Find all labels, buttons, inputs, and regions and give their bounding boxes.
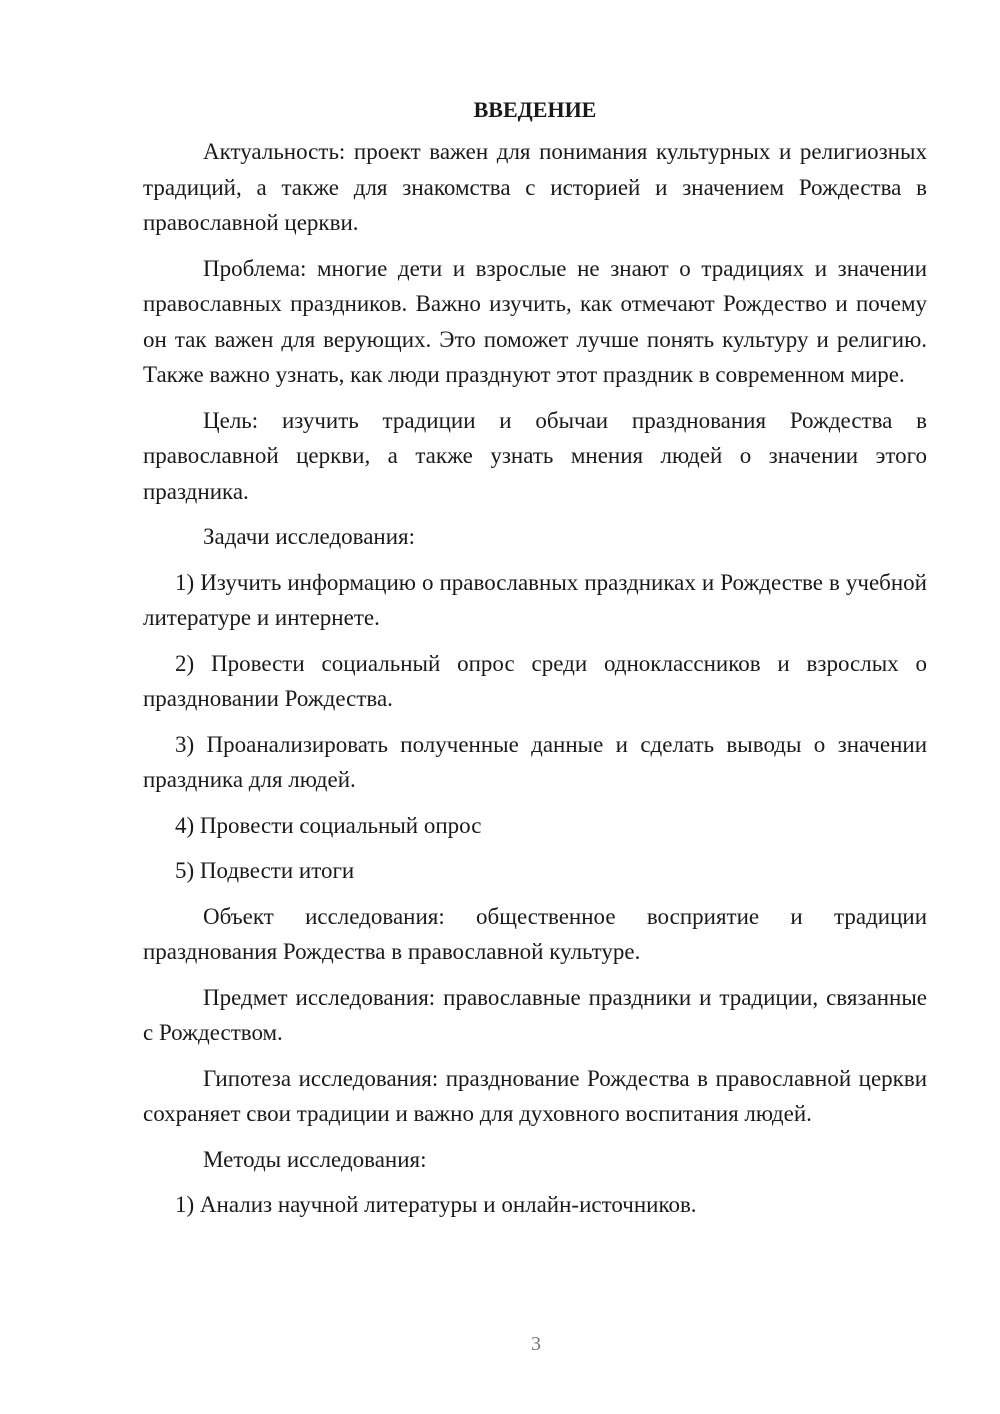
task-item-3: 3) Проанализировать полученные данные и сделать выводы о значении праздника для людей. (143, 731, 927, 792)
page-content (143, 96, 927, 1233)
task-item-1: 1) Изучить информацию о православных праздниках и Рождестве в учебной литературе и интернете. (143, 569, 927, 630)
method-item-1: 1) Анализ научной литературы и онлайн-источников. (175, 1192, 697, 1217)
paragraph-relevance: Актуальность: проект важен для понимания культурных и религиозных традиций, а также для знакомства с историей и значением Рождества в православной церкви. (143, 139, 927, 235)
paragraph-object: Объект исследования: общественное восприятие и традиции празднования Рождества в православной культуре. (143, 903, 927, 964)
task-item-5: 5) Подвести итоги (175, 858, 355, 883)
section-heading: ВВЕДЕНИЕ (473, 97, 597, 122)
task-item-4: 4) Провести социальный опрос (175, 812, 482, 838)
paragraph-problem: Проблема: многие дети и взрослые не знают о традициях и значении православных праздников. Важно изучить, как отмечают Рождество и почему он так важен для верующих. Это поможет лучше понять культуру и религию. Также важно узнать, как люди празднуют этот праздник в современном мире. (143, 255, 927, 387)
paragraph-goal: Цель: изучить традиции и обычаи празднования Рождества в православной церкви, а также узнать мнения людей о значении этого праздника. (143, 407, 927, 504)
tasks-label: Задачи исследования: (203, 524, 416, 549)
paragraph-hypothesis: Гипотеза исследования: празднование Рождества в православной церкви сохраняет свои традиции и важно для духовного воспитания людей. (143, 1065, 927, 1126)
task-item-2: 2) Провести социальный опрос среди одноклассников и взрослых о праздновании Рождества. (143, 650, 927, 711)
methods-label: Методы исследования: (203, 1146, 427, 1172)
paragraph-subject: Предмет исследования: православные праздники и традиции, связанные с Рождеством. (143, 984, 927, 1045)
page-number: 3 (531, 1333, 541, 1355)
